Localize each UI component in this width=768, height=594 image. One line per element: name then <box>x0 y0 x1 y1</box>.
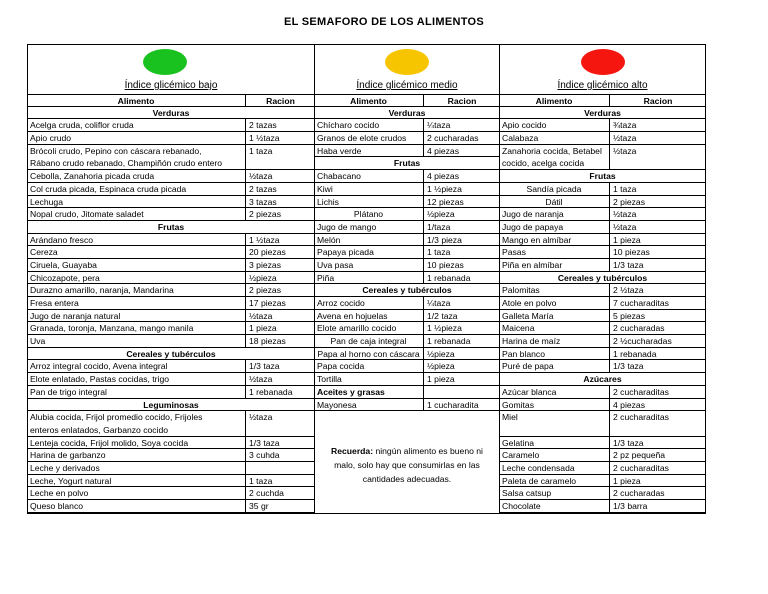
table-row <box>499 322 706 335</box>
section-header <box>27 348 315 361</box>
page-title: EL SEMAFORO DE LOS ALIMENTOS <box>283 16 485 28</box>
food-cell: Chicozapote, pera <box>27 272 246 284</box>
table-row <box>314 335 500 348</box>
low-gi-column <box>27 44 315 514</box>
portion-cell: 1 pieza <box>427 374 455 385</box>
section-header <box>314 157 500 170</box>
portion-cell: ½taza <box>249 374 273 385</box>
table-row <box>314 373 500 386</box>
medium-gi-heading: Índice glicémico medio <box>356 80 458 91</box>
table-row <box>499 119 706 132</box>
portion-cell: 1/3 pieza <box>427 234 462 245</box>
table-row <box>499 145 706 170</box>
table-row <box>27 449 315 462</box>
portion-cell: 3 piezas <box>249 259 282 270</box>
portion-cell: 2 cucharadas <box>613 323 665 334</box>
food-cell: Haba verde <box>314 145 424 157</box>
table-row <box>499 310 706 323</box>
portion-cell: ½pieza <box>427 348 455 359</box>
portion-cell: 1 pieza <box>613 234 641 245</box>
section-label: Verduras <box>388 107 426 118</box>
table-row <box>27 119 315 132</box>
reminder-text: ningún alimento es bueno ni malo, solo hay que consumirlas en las cantidades adecuadas. <box>334 446 483 484</box>
portion-cell: 1 ½taza <box>249 234 280 245</box>
food-cell: Jugo de mango <box>314 221 424 233</box>
table-row <box>314 322 500 335</box>
portion-cell: 35 gr <box>249 501 269 512</box>
portion-cell: 7 cucharaditas <box>613 298 669 309</box>
table-row <box>314 119 500 132</box>
portion-cell: 10 piezas <box>613 247 650 258</box>
portion-cell <box>246 462 315 474</box>
portion-cell: 1/3 barra <box>613 501 648 512</box>
food-cell: Mango en almíbar <box>499 234 610 246</box>
portion-cell: 2 cucharadas <box>613 488 665 499</box>
portion-cell: 1/3 taza <box>613 259 644 270</box>
section-header <box>314 284 500 297</box>
table-row <box>27 234 315 247</box>
column-header-food: Alimento <box>499 95 610 106</box>
table-row <box>27 475 315 488</box>
section-header <box>314 386 500 399</box>
food-cell: Uva pasa <box>314 259 424 271</box>
section-header <box>499 170 706 183</box>
food-cell: Galleta María <box>499 310 610 322</box>
food-cell: Sandía picada <box>499 183 610 195</box>
food-cell: Cereza <box>27 246 246 258</box>
table-row <box>499 475 706 488</box>
table-row <box>27 259 315 272</box>
food-cell: Ciruela, Guayaba <box>27 259 246 271</box>
food-cell: Caramelo <box>499 449 610 461</box>
food-cell: Calabaza <box>499 132 610 144</box>
food-cell: Atole en polvo <box>499 297 610 309</box>
section-header <box>27 399 315 412</box>
table-row <box>499 386 706 399</box>
food-cell: Papa al horno con cáscara <box>314 348 424 360</box>
food-cell: Queso blanco <box>27 500 246 512</box>
table-row <box>314 246 500 259</box>
table-row <box>314 221 500 234</box>
portion-cell: 17 piezas <box>249 298 286 309</box>
portion-cell: 4 piezas <box>427 145 460 156</box>
food-cell: Avena en hojuelas <box>314 310 424 322</box>
high-gi-column <box>499 44 706 514</box>
food-cell: Fresa entera <box>27 297 246 309</box>
table-row <box>314 348 500 361</box>
column-header-food: Alimento <box>314 95 424 106</box>
food-cell: Granos de elote crudos <box>314 132 424 144</box>
section-label: Cereales y tubérculos <box>362 285 452 296</box>
portion-cell: 20 piezas <box>249 247 286 258</box>
portion-cell: ½pieza <box>427 209 455 220</box>
section-header <box>499 272 706 285</box>
section-label: Verduras <box>584 107 621 118</box>
portion-cell: 12 piezas <box>427 196 464 207</box>
table-row <box>27 170 315 183</box>
portion-cell: ½pieza <box>427 361 455 372</box>
section-header <box>499 107 706 120</box>
food-cell: Maicena <box>499 322 610 334</box>
section-label: Frutas <box>589 171 616 182</box>
portion-cell: 1 rebanada <box>427 272 471 283</box>
reminder-label: Recuerda: <box>331 446 374 456</box>
portion-cell: 3 tazas <box>249 196 277 207</box>
portion-cell: 1 pieza <box>249 323 277 334</box>
table-row <box>27 310 315 323</box>
table-row <box>499 487 706 500</box>
portion-cell: 1 taza <box>249 475 273 486</box>
table-row <box>314 132 500 145</box>
food-cell: Pan de caja integral <box>314 335 424 347</box>
food-cell: Piña en almíbar <box>499 259 610 271</box>
food-cell: Melón <box>314 234 424 246</box>
column-header-portion: Racion <box>266 96 295 106</box>
section-label: Frutas <box>157 221 185 232</box>
food-cell: Brócoli crudo, Pepino con cáscara rebanado, Rábano crudo rebanado, Champiñón crudo entero <box>27 145 246 169</box>
food-cell: Apio crudo <box>27 132 246 144</box>
portion-cell: ¼taza <box>427 120 451 131</box>
section-label: Leguminosas <box>143 399 199 410</box>
food-cell: Puré de papa <box>499 360 610 372</box>
portion-cell: 1/3 taza <box>249 361 280 372</box>
portion-cell: 2 piezas <box>249 209 282 220</box>
table-row <box>27 322 315 335</box>
food-cell: Leche y derivados <box>27 462 246 474</box>
table-row <box>314 272 500 285</box>
section-label: Verduras <box>152 107 190 118</box>
table-row <box>499 360 706 373</box>
high-gi-heading: Índice glicémico alto <box>557 80 648 91</box>
food-cell: Kiwi <box>314 183 424 195</box>
portion-cell: ½taza <box>249 412 273 423</box>
food-cell: Arroz cocido <box>314 297 424 309</box>
table-row <box>314 310 500 323</box>
table-row <box>27 386 315 399</box>
food-cell: Col cruda picada, Espinaca cruda picada <box>27 183 246 195</box>
section-header <box>27 221 315 234</box>
portion-cell: 2 tazas <box>249 183 277 194</box>
table-row <box>27 360 315 373</box>
food-cell: Alubia cocida, Frijol promedio cocido, Frijoles enteros enlatados, Garbanzo cocido <box>27 411 246 435</box>
yellow-light-icon <box>385 49 429 75</box>
medium-gi-column <box>314 44 500 514</box>
food-cell: Granada, toronja, Manzana, mango manila <box>27 322 246 334</box>
table-row <box>499 259 706 272</box>
medium-gi-table <box>314 94 500 411</box>
table-row <box>27 373 315 386</box>
table-row <box>27 284 315 297</box>
portion-cell: 1 taza <box>427 247 451 258</box>
portion-cell: 1/3 taza <box>613 361 644 372</box>
red-light-icon <box>581 49 625 75</box>
table-row <box>27 145 315 170</box>
portion-cell: 1 rebanada <box>613 348 657 359</box>
reminder-note <box>315 444 499 486</box>
food-cell: Elote amarillo cocido <box>314 322 424 334</box>
section-header <box>27 107 315 120</box>
table-row <box>314 399 500 412</box>
table-row <box>314 145 500 158</box>
section-header <box>499 373 706 386</box>
table-header-row <box>314 94 500 107</box>
portion-cell: 1/3 taza <box>613 437 644 448</box>
table-row <box>27 411 315 436</box>
section-header <box>314 107 500 120</box>
portion-cell: 2 cucharadas <box>427 133 479 144</box>
food-cell: Tortilla <box>314 373 424 385</box>
food-cell: Acelga cruda, coliflor cruda <box>27 119 246 131</box>
green-light-icon <box>143 49 187 75</box>
portion-cell: 2 piezas <box>249 285 282 296</box>
portion-cell: 2 tazas <box>249 120 277 131</box>
table-row <box>27 132 315 145</box>
column-header-portion: Racion <box>447 96 477 106</box>
table-row <box>27 462 315 475</box>
portion-cell: 1 ½pieza <box>427 183 462 194</box>
portion-cell: 10 piezas <box>427 259 464 270</box>
food-cell: Apio cocido <box>499 119 610 131</box>
table-row <box>314 208 500 221</box>
table-row <box>27 272 315 285</box>
table-row <box>314 183 500 196</box>
portion-cell: 2 cucharaditas <box>613 462 669 473</box>
food-cell: Gelatina <box>499 437 610 449</box>
table-row <box>499 234 706 247</box>
portion-cell: ½taza <box>613 221 637 232</box>
portion-cell: ½taza <box>249 310 273 321</box>
food-cell: Dátil <box>499 196 610 208</box>
portion-cell: 2 piezas <box>613 196 646 207</box>
food-cell: Pasas <box>499 246 610 258</box>
section-label: Cereales y tubérculos <box>557 272 648 283</box>
food-cell: Zanahoria cocida, Betabel cocido, acelga cocida <box>499 145 610 169</box>
table-row <box>499 449 706 462</box>
table-row <box>499 183 706 196</box>
table-row <box>27 183 315 196</box>
table-row <box>27 246 315 259</box>
portion-cell: ¼taza <box>427 298 451 308</box>
portion-cell: ¾taza <box>613 120 637 131</box>
section-label: Azúcares <box>583 374 622 385</box>
food-cell: Leche condensada <box>499 462 610 474</box>
table-row <box>499 411 706 436</box>
table-row <box>499 221 706 234</box>
section-label: Frutas <box>393 158 421 169</box>
table-row <box>499 208 706 221</box>
food-cell: Cebolla, Zanahoria picada cruda <box>27 170 246 182</box>
food-cell: Pan de trigo integral <box>27 386 246 398</box>
table-row <box>499 297 706 310</box>
food-cell: Harina de garbanzo <box>27 449 246 461</box>
table-row <box>499 500 706 513</box>
table-row <box>499 335 706 348</box>
table-row <box>314 196 500 209</box>
food-cell: Arándano fresco <box>27 234 246 246</box>
food-cell: Jugo de naranja natural <box>27 310 246 322</box>
table-row <box>499 246 706 259</box>
portion-cell: ½taza <box>613 145 637 156</box>
column-header-portion: Racion <box>643 96 673 106</box>
portion-cell: 2 ½cucharadas <box>613 336 672 347</box>
table-row <box>27 335 315 348</box>
portion-cell: 2 cucharaditas <box>613 412 669 423</box>
food-cell: Lichis <box>314 196 424 208</box>
food-cell: Papa cocida <box>314 360 424 372</box>
portion-cell: 1 ½pieza <box>427 323 462 334</box>
column-header-food: Alimento <box>27 95 246 106</box>
table-header-row <box>27 94 315 107</box>
food-cell: Lechuga <box>27 196 246 208</box>
portion-cell: 1 rebanada <box>249 386 293 397</box>
food-cell: Plátano <box>314 208 424 220</box>
food-cell: Nopal crudo, Jitomate saladet <box>27 208 246 220</box>
table-row <box>27 437 315 450</box>
food-cell: Harina de maíz <box>499 335 610 347</box>
table-row <box>27 500 315 513</box>
portion-cell: ½taza <box>249 171 273 182</box>
portion-cell: 2 ½taza <box>613 285 644 296</box>
portion-cell: 1 pieza <box>613 475 641 486</box>
table-row <box>499 348 706 361</box>
table-row <box>27 487 315 500</box>
food-cell: Arroz integral cocido, Avena integral <box>27 360 246 372</box>
low-gi-table <box>27 94 315 513</box>
table-row <box>27 208 315 221</box>
table-row <box>499 132 706 145</box>
table-row <box>314 259 500 272</box>
food-cell: Pan blanco <box>499 348 610 360</box>
food-cell: Palomitas <box>499 284 610 296</box>
table-row <box>499 437 706 450</box>
portion-cell: ½taza <box>613 209 637 220</box>
section-label: Aceites y grasas <box>314 386 424 398</box>
portion-cell: 4 piezas <box>613 399 646 410</box>
portion-cell: 1 taza <box>249 145 273 156</box>
table-row <box>27 196 315 209</box>
portion-cell: 1/2 taza <box>427 310 458 321</box>
portion-cell: 3 cuhda <box>249 450 280 461</box>
table-header-row <box>499 94 706 107</box>
food-cell: Leche, Yogurt natural <box>27 475 246 487</box>
food-cell: Lenteja cocida, Frijol molido, Soya cocida <box>27 437 246 449</box>
empty-cell <box>424 386 500 398</box>
table-row <box>314 297 500 310</box>
food-cell: Piña <box>314 272 424 284</box>
food-cell: Mayonesa <box>314 399 424 411</box>
food-cell: Paleta de caramelo <box>499 475 610 487</box>
table-row <box>499 399 706 412</box>
table-row <box>27 297 315 310</box>
food-cell: Chícharo cocido <box>314 119 424 131</box>
portion-cell: 1 rebanada <box>427 336 471 347</box>
portion-cell: 4 piezas <box>427 171 460 182</box>
portion-cell: 1/taza <box>427 221 451 232</box>
food-cell: Salsa catsup <box>499 487 610 499</box>
table-row <box>314 170 500 183</box>
portion-cell: ½taza <box>613 133 637 144</box>
food-cell: Miel <box>499 411 610 435</box>
table-row <box>499 196 706 209</box>
high-gi-table <box>499 94 706 513</box>
table-row <box>499 284 706 297</box>
food-cell: Gomitas <box>499 399 610 411</box>
food-cell: Chabacano <box>314 170 424 182</box>
portion-cell: 18 piezas <box>249 336 286 347</box>
food-cell: Papaya picada <box>314 246 424 258</box>
food-cell: Leche en polvo <box>27 487 246 499</box>
portion-cell: 5 piezas <box>613 310 646 321</box>
portion-cell: 1 cucharadita <box>427 399 479 410</box>
portion-cell: ½pieza <box>249 272 277 283</box>
table-row <box>499 462 706 475</box>
low-gi-heading: Índice glicémico bajo <box>124 80 218 91</box>
portion-cell: 2 cuchda <box>249 488 284 499</box>
section-label: Cereales y tubérculos <box>126 348 216 359</box>
food-cell: Elote enlatado, Pastas cocidas, trigo <box>27 373 246 385</box>
food-cell: Jugo de papaya <box>499 221 610 233</box>
food-cell: Uva <box>27 335 246 347</box>
food-cell: Jugo de naranja <box>499 208 610 220</box>
portion-cell: 1/3 taza <box>249 437 280 448</box>
table-row <box>314 234 500 247</box>
portion-cell: 2 cucharaditas <box>613 386 669 397</box>
table-row <box>314 360 500 373</box>
portion-cell: 1 taza <box>613 183 637 194</box>
food-cell: Chocolate <box>499 500 610 512</box>
food-cell: Durazno amarillo, naranja, Mandarina <box>27 284 246 296</box>
portion-cell: 2 pz pequeña <box>613 450 666 461</box>
portion-cell: 1 ½taza <box>249 133 280 144</box>
food-cell: Azúcar blanca <box>499 386 610 398</box>
